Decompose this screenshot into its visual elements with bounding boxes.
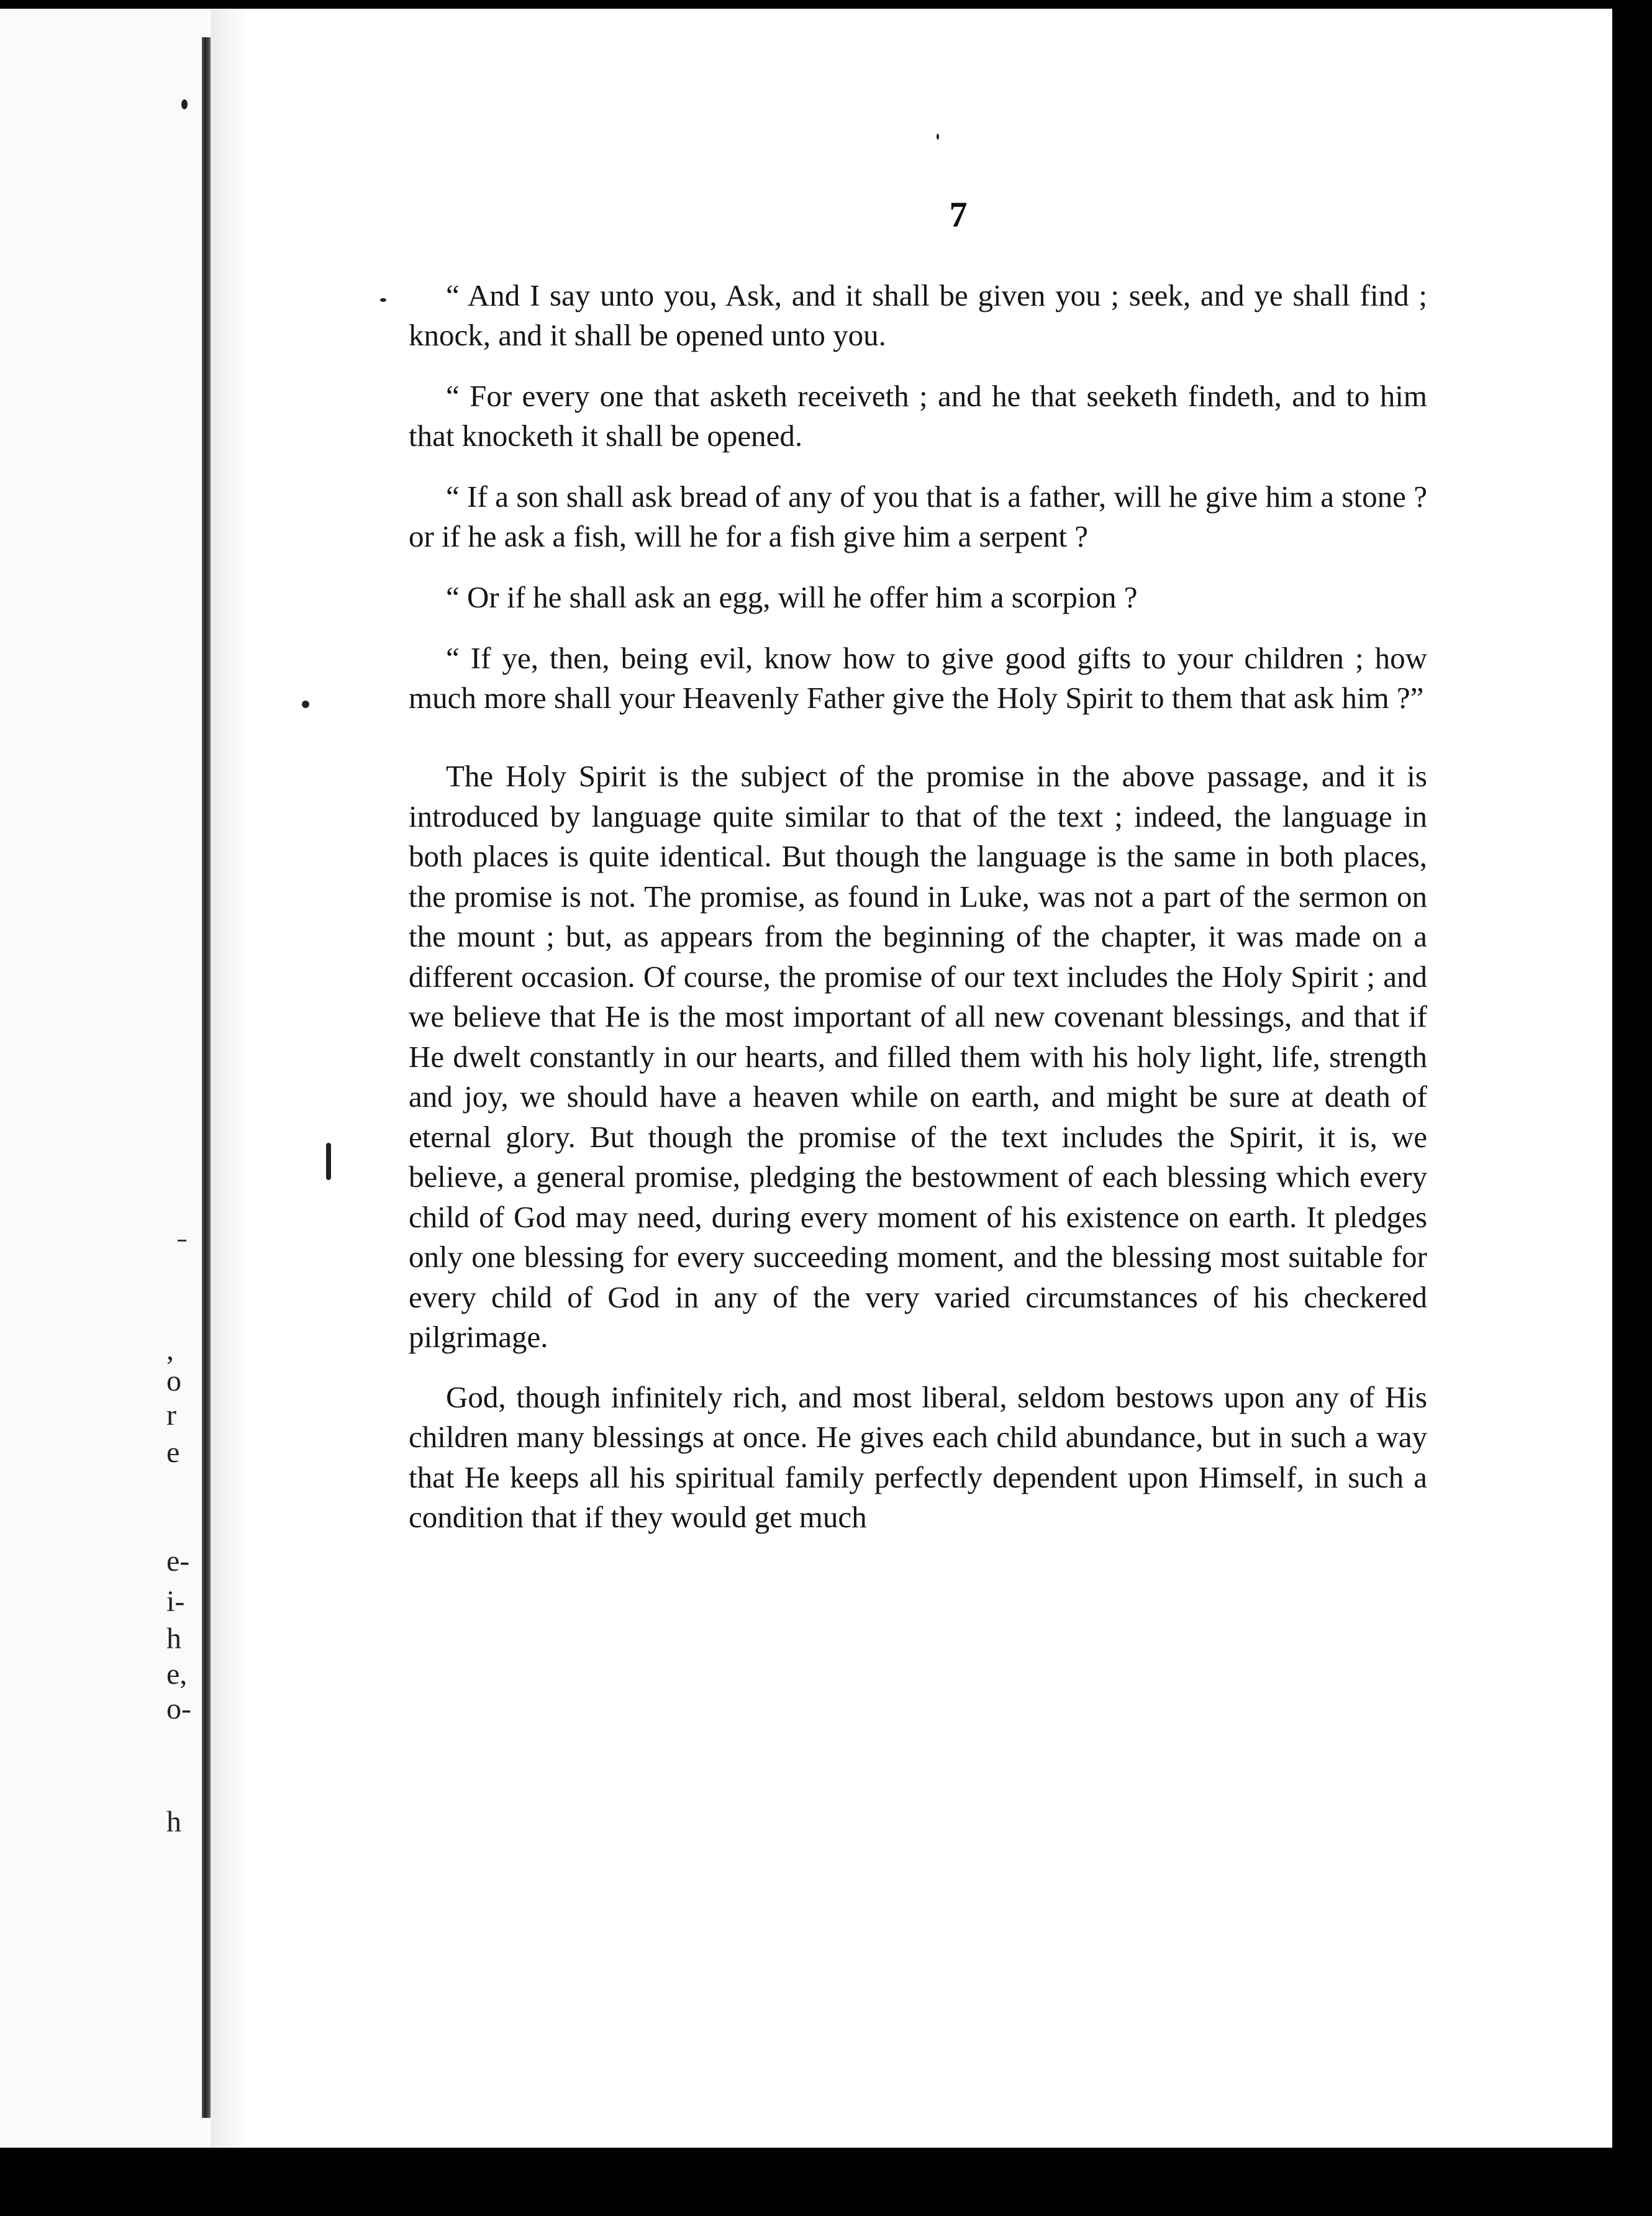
body-paragraph: The Holy Spirit is the subject of the promise in the above passage, and it is introduced by language quite similar to that of the text ; indeed, the language in both places is quite identical. But though the language is the same in both places, the promise is not. The promise, as found in Luke, was not a part of the sermon on the mount ; but, as appears from the beginning of the chapter, it was made on a different occasion. Of course, the promise of our text includes the Holy Spirit ; and we believe that He is the most important of all new covenant blessings, and that if He dwelt constantly in our hearts, and filled them with his holy light, life, strength and joy, we should have a heaven while on earth, and might be sure at death of eternal glory. But though the promise of the text includes the Spirit, it is, we believe, a general promise, pledging the bestowment of each blessing which every child of God may need, during every moment of his existence on earth. It pledges only one blessing for every succeeding moment, and the blessing most suitable for every child of God in any of the very varied circumstances of his checkered pilgrimage. <box>409 759 1427 1354</box>
scripture-quote: “ Or if he shall ask an egg, will he offer him a scorpion ? <box>446 580 1138 614</box>
facing-page-fragment: i- <box>166 1585 185 1618</box>
scan-border-right <box>1612 0 1652 2216</box>
scan-speck <box>181 99 188 109</box>
book-page <box>248 9 1612 2148</box>
scripture-quote: “ If ye, then, being evil, know how to give good gifts to your children ; how much more shall your Heavenly Father give the Holy Spirit to them that ask him ?” <box>409 641 1427 715</box>
facing-page-fragment: e <box>166 1436 180 1469</box>
scan-speck <box>302 701 309 708</box>
scripture-quote: “ For every one that asketh receiveth ; and he that seeketh findeth, and to him that knocketh it shall be opened. <box>409 379 1427 453</box>
scan-border-bottom <box>0 2148 1652 2216</box>
facing-page-dash <box>178 1240 186 1242</box>
facing-page-fragment: h <box>166 1622 181 1655</box>
facing-page-fragment: e, <box>166 1658 188 1691</box>
facing-page-fragment: o <box>166 1365 181 1397</box>
page-number: 7 <box>949 194 968 235</box>
scripture-quote: “ If a son shall ask bread of any of you that is a father, will he give him a stone ? or if he ask a fish, will he for a fish give him a serpent ? <box>409 479 1427 553</box>
facing-page-fragment: e- <box>166 1545 190 1578</box>
scan-border-top <box>0 0 1652 9</box>
book-gutter <box>202 37 211 2118</box>
facing-page-fragment: , <box>166 1333 174 1366</box>
scan-speck <box>380 298 386 302</box>
facing-page-fragment: r <box>166 1399 176 1432</box>
facing-page-fragment: o- <box>166 1692 191 1725</box>
gutter-shadow <box>211 9 248 2148</box>
scan-speck <box>937 134 939 140</box>
body-paragraph: God, though infinitely rich, and most liberal, seldom bestows upon any of His children many blessings at once. He gives each child abundance, but in such a way that He keeps all his spiritual family perfectly dependent upon Himself, in such a condition that if they would get much <box>409 1379 1427 1534</box>
page-body <box>409 276 1427 1558</box>
facing-page-fragment: h <box>166 1805 181 1838</box>
scripture-quote: “ And I say unto you, Ask, and it shall be given you ; seek, and ye shall find ; knock, and it shall be opened unto you. <box>409 278 1427 352</box>
scan-speck <box>326 1143 331 1180</box>
